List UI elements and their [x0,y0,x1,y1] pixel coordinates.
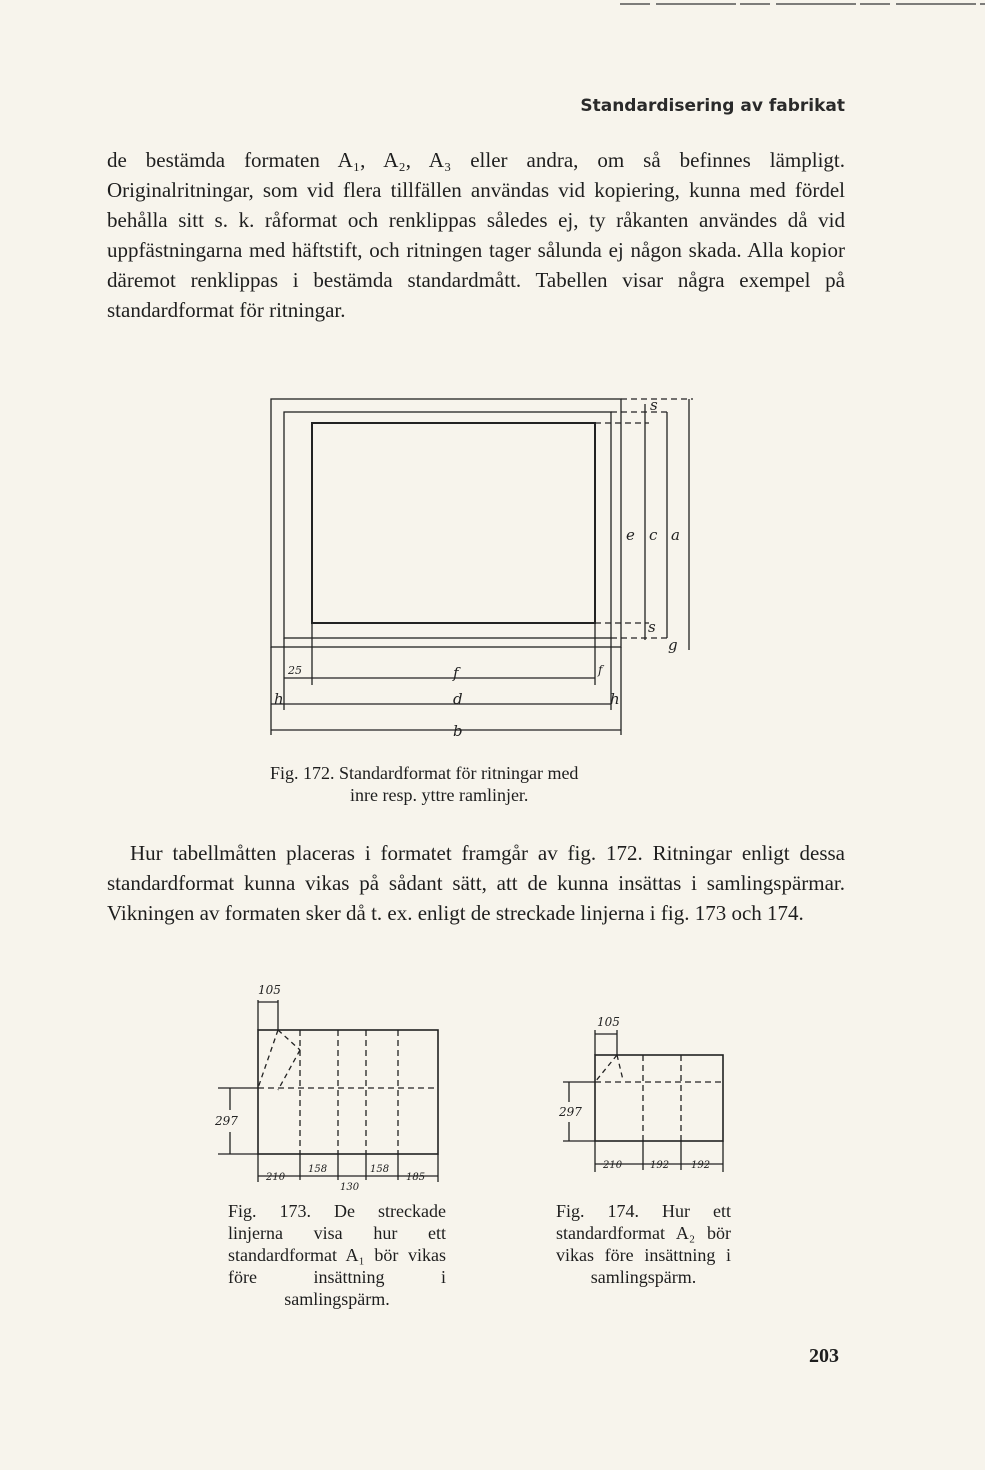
figure-173-caption: Fig. 173. De streckade linjerna visa hur ett standardformat A₁ bör vikas före insättning i samlingspärm. [228,1201,446,1309]
label-g: g [668,636,678,654]
dim-bottom-192a: 192 [650,1160,670,1171]
figure-172-caption-line1: Fig. 172. Standardformat för ritningar med [270,763,579,783]
dim-side-297: 297 [215,1114,238,1128]
figure-173-diagram [210,980,460,1195]
label-a: a [671,526,680,544]
label-h-left: h [274,690,284,708]
figure-172-diagram [248,380,718,760]
paragraph-2: Hur tabellmåtten placeras i formatet framgår av fig. 172. Ritningar enligt dessa standardformat kunna vikas på sådant sätt, att de kunna insättas i samlingspärmar. Vikningen av formaten sker då t. ex. enligt de streckade linjerna i fig. 173 och 174. [107,841,845,925]
inner-frame [312,423,595,623]
dim-side-297: 297 [559,1105,582,1119]
figure-174-caption: Fig. 174. Hur ett standardformat A₂ bör vikas före insättning i samlingspärm. [556,1201,731,1287]
label-e: e [626,526,635,544]
paragraph-1: de bestämda formaten A₁, A₂, A₃ eller andra, om så befinnes lämpligt. Originalritningar, som vid flera tillfällen användas vid kopiering, kunna med fördel behålla sitt s. k. råformat och renklippas således ej, ty råkanten användes då vid uppfästningarna med häftstift, och ritningen tager sålunda ej någon skada. Alla kopior däremot renklippas i bestämda standardmått. Tabellen visar några exempel på standardformat för ritningar. [107,148,845,322]
figure-172-caption [270,762,690,806]
label-c: c [649,526,658,544]
sheet-outline [258,1030,438,1154]
dim-bottom-158a: 158 [308,1164,328,1175]
dim-bottom-185: 185 [406,1172,426,1183]
scan-edge-mark [0,3,985,7]
sheet-outline [595,1055,723,1141]
middle-frame [284,412,611,638]
figure-172-caption-line2: inre resp. yttre ramlinjer. [350,785,529,805]
page-number: 203 [809,1345,839,1367]
dim-bottom-158b: 158 [370,1164,390,1175]
label-s-top: s [650,396,658,414]
label-d: d [453,690,463,708]
dim-bottom-210: 210 [603,1160,623,1171]
label-f-small: f [598,663,603,677]
dim-bottom-130: 130 [340,1182,360,1193]
dim-bottom-192b: 192 [691,1160,711,1171]
figure-174-diagram [555,1010,735,1180]
outer-frame [271,399,621,647]
label-25: 25 [288,664,302,677]
dim-top-105: 105 [258,983,281,997]
running-header: Standardisering av fabrikat [580,96,845,116]
label-f: f [453,664,459,682]
label-b: b [453,722,463,740]
dim-top-105: 105 [597,1015,620,1029]
dim-bottom-210: 210 [266,1172,286,1183]
label-h-right: h [610,690,620,708]
label-s-bottom: s [648,618,656,636]
